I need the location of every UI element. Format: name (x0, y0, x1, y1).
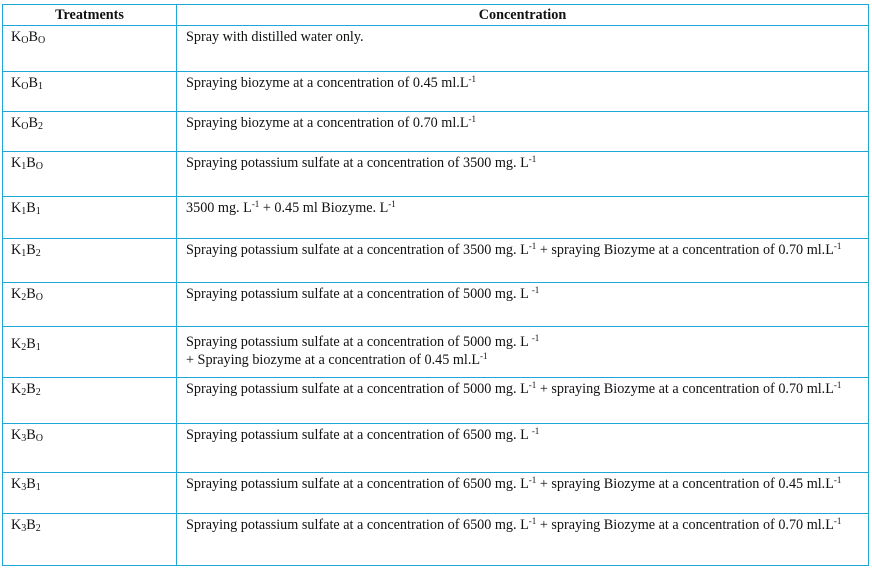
table-row (3, 473, 869, 514)
concentration-cell: Spraying potassium sulfate at a concentration of 3500 mg. $L^{-1}$ + spraying Biozyme at a concentration of 0.70 $ml.L^{-1}$ (177, 239, 869, 283)
table-row (3, 112, 869, 152)
treatment-cell: $K_2B_2$ (3, 378, 177, 424)
table-row (3, 197, 869, 239)
concentration-cell: Spraying biozyme at a concentration of 0.70 $ml.L^{-1}$ (177, 112, 869, 152)
treatments-table-container (2, 4, 869, 566)
table-row (3, 424, 869, 473)
concentration-cell: Spraying potassium sulfate at a concentration of 5000 mg. $L^{-1}$ + spraying Biozyme at a concentration of 0.70 $ml.L^{-1}$ (177, 378, 869, 424)
header-treatments: Treatments (3, 5, 177, 26)
concentration-cell: Spraying potassium sulfate at a concentration of 6500 mg. L $^{-1}$ (177, 424, 869, 473)
table-row (3, 239, 869, 283)
concentration-cell: Spraying potassium sulfate at a concentration of 5000 mg. L $^{-1}$ (177, 283, 869, 327)
table-row (3, 283, 869, 327)
treatment-cell: $K_1B_2$ (3, 239, 177, 283)
header-concentration: Concentration (177, 5, 869, 26)
treatment-cell: $K_OB_1$ (3, 72, 177, 112)
concentration-cell: 3500 mg. $L^{-1} + 0.45$ ml Biozyme. $L^{-1}$ (177, 197, 869, 239)
treatment-cell: $K_2B_O$ (3, 283, 177, 327)
treatment-cell: $K_3B_O$ (3, 424, 177, 473)
treatment-cell: $K_2B_1$ (3, 327, 177, 378)
table-row (3, 327, 869, 378)
treatment-cell: $K_1B_O$ (3, 152, 177, 197)
table-header-row (3, 5, 869, 26)
treatment-cell: $K_3B_1$ (3, 473, 177, 514)
concentration-cell: Spraying potassium sulfate at a concentration of 5000 mg. L $^{-1}$ + Spraying biozyme at a concentration of 0.45 $ml.L^{-1}$ (177, 327, 869, 378)
treatment-cell: $K_3B_2$ (3, 514, 177, 566)
concentration-cell: Spraying potassium sulfate at a concentration of 3500 mg. $L^{-1}$ (177, 152, 869, 197)
table-row (3, 152, 869, 197)
table-row (3, 26, 869, 72)
concentration-cell: Spraying potassium sulfate at a concentration of 6500 mg. $L^{-1}$ + spraying Biozyme at a concentration of 0.70 $ml.L^{-1}$ (177, 514, 869, 566)
concentration-cell: Spraying potassium sulfate at a concentration of 6500 mg. $L^{-1}$ + spraying Biozyme at a concentration of 0.45 $ml.L^{-1}$ (177, 473, 869, 514)
concentration-cell: Spray with distilled water only. (177, 26, 869, 72)
treatment-cell: $K_1B_1$ (3, 197, 177, 239)
concentration-cell: Spraying biozyme at a concentration of 0.45 $ml.L^{-1}$ (177, 72, 869, 112)
treatment-cell: $K_OB_O$ (3, 26, 177, 72)
treatments-table (2, 4, 869, 566)
table-row (3, 378, 869, 424)
treatment-cell: $K_OB_2$ (3, 112, 177, 152)
table-row (3, 514, 869, 566)
table-row (3, 72, 869, 112)
